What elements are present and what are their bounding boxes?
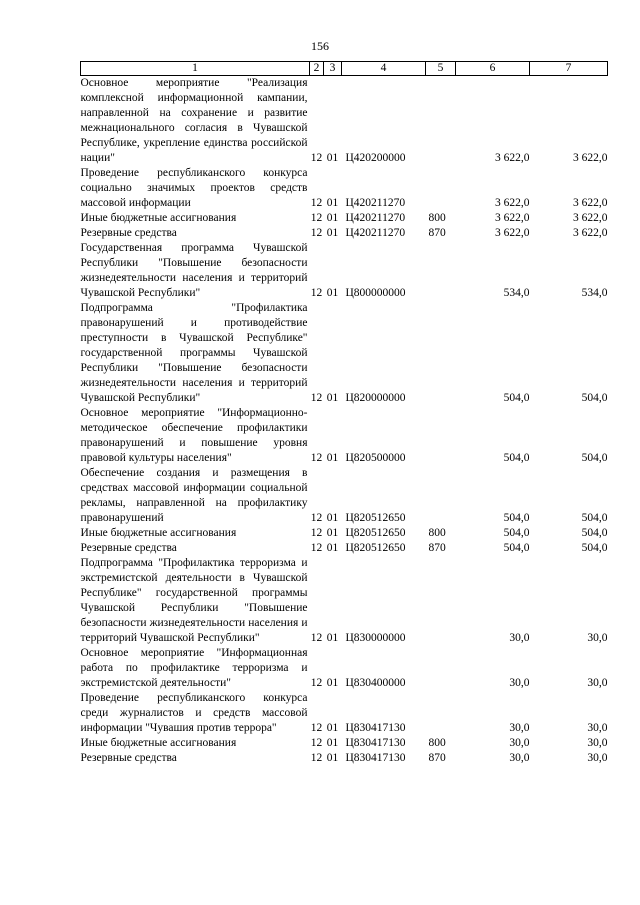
expense-type-cell: 870 [428,542,446,554]
amount-year2-cell: 30,0 [587,737,608,749]
section-cell: 12 [310,722,323,734]
target-article-cell: Ц420211270 [345,197,406,209]
subsection-cell: 01 [326,632,339,644]
amount-year1-cell: 504,0 [503,542,530,554]
amount-year2-cell: 3 622,0 [573,197,608,209]
section-cell: 12 [310,152,323,164]
row-name-cell: Основное мероприятие "Информационная работа по профилактике терроризма и экстремистской деятельности" [80,647,308,689]
subsection-cell: 01 [326,542,339,554]
amount-year2-cell: 504,0 [581,542,608,554]
table-row [81,466,608,526]
amount-year1-cell: 504,0 [503,452,530,464]
table-header-row [81,62,608,76]
section-cell: 12 [310,737,323,749]
target-article-cell: Ц820000000 [345,392,406,404]
expense-type-cell [426,406,456,466]
section-cell: 12 [310,392,323,404]
header-col-4: 4 [342,62,426,76]
table-row [81,751,608,766]
amount-year1-cell: 30,0 [509,737,530,749]
target-article-cell: Ц830417130 [345,752,406,764]
amount-year1-cell: 3 622,0 [495,197,530,209]
expense-type-cell [426,76,456,167]
row-name-cell: Обеспечение создания и размещения в средствах массовой информации социальной рекламы, направленной на профилактику правонарушений [80,467,308,524]
expense-type-cell [426,166,456,211]
expense-type-cell [426,466,456,526]
section-cell: 12 [310,752,323,764]
amount-year2-cell: 30,0 [587,677,608,689]
subsection-cell: 01 [326,452,339,464]
section-cell: 12 [310,452,323,464]
table-row [81,691,608,736]
row-name-cell: Иные бюджетные ассигнования [80,737,237,749]
header-col-5: 5 [426,62,456,76]
expense-type-cell: 870 [428,752,446,764]
amount-year1-cell: 504,0 [503,392,530,404]
amount-year1-cell: 30,0 [509,752,530,764]
row-name-cell: Проведение республиканского конкурса среди журналистов и средств массовой информации "Чувашия против террора" [80,692,308,734]
table-row [81,76,608,167]
table-row [81,406,608,466]
target-article-cell: Ц830417130 [345,737,406,749]
expense-type-cell: 800 [428,737,446,749]
row-name-cell: Подпрограмма "Профилактика терроризма и экстремистской деятельности в Чувашской Республике" государственной программы Чувашской Республики "Повышение безопасности жизнедеятельности населения и территорий Чувашской Республики" [80,557,308,644]
section-cell: 12 [310,512,323,524]
amount-year2-cell: 30,0 [587,752,608,764]
amount-year1-cell: 30,0 [509,722,530,734]
target-article-cell: Ц820500000 [345,452,406,464]
subsection-cell: 01 [326,722,339,734]
subsection-cell: 01 [326,677,339,689]
target-article-cell: Ц820512650 [345,527,406,539]
amount-year2-cell: 504,0 [581,452,608,464]
header-col-3: 3 [324,62,342,76]
page-number: 156 [311,39,329,53]
expense-type-cell: 800 [428,527,446,539]
subsection-cell: 01 [326,752,339,764]
row-name-cell: Основное мероприятие "Реализация комплексной информационной кампании, направленной на сохранение и развитие межнационального согласия в Чувашской Республике, укрепление единства российской нации" [80,77,308,164]
expense-type-cell [426,556,456,646]
table-row [81,166,608,211]
target-article-cell: Ц830417130 [345,722,406,734]
target-article-cell: Ц820512650 [345,542,406,554]
expense-type-cell: 870 [428,227,446,239]
amount-year1-cell: 504,0 [503,512,530,524]
row-name-cell: Иные бюджетные ассигнования [80,212,237,224]
amount-year2-cell: 504,0 [581,527,608,539]
header-col-7: 7 [530,62,608,76]
expense-type-cell: 800 [428,212,446,224]
target-article-cell: Ц420200000 [345,152,406,164]
table-body [81,76,608,767]
section-cell: 12 [310,677,323,689]
target-article-cell: Ц830400000 [345,677,406,689]
header-col-1: 1 [81,62,310,76]
row-name-cell: Резервные средства [80,542,177,554]
amount-year2-cell: 3 622,0 [573,152,608,164]
target-article-cell: Ц820512650 [345,512,406,524]
table-row [81,301,608,406]
section-cell: 12 [310,632,323,644]
header-col-6: 6 [456,62,530,76]
table-row [81,526,608,541]
budget-table [80,61,608,766]
table-row [81,541,608,556]
section-cell: 12 [310,227,323,239]
section-cell: 12 [310,527,323,539]
section-cell: 12 [310,542,323,554]
subsection-cell: 01 [326,152,339,164]
table-row [81,556,608,646]
subsection-cell: 01 [326,212,339,224]
expense-type-cell [426,691,456,736]
expense-type-cell [426,241,456,301]
amount-year2-cell: 504,0 [581,512,608,524]
amount-year2-cell: 3 622,0 [573,212,608,224]
amount-year2-cell: 504,0 [581,392,608,404]
target-article-cell: Ц830000000 [345,632,406,644]
target-article-cell: Ц800000000 [345,287,406,299]
header-col-2: 2 [310,62,324,76]
amount-year2-cell: 30,0 [587,722,608,734]
subsection-cell: 01 [326,737,339,749]
subsection-cell: 01 [326,527,339,539]
amount-year1-cell: 3 622,0 [495,212,530,224]
section-cell: 12 [310,197,323,209]
row-name-cell: Проведение республиканского конкурса социально значимых проектов средств массовой информации [80,167,308,209]
subsection-cell: 01 [326,392,339,404]
amount-year1-cell: 30,0 [509,632,530,644]
table-row [81,736,608,751]
amount-year2-cell: 3 622,0 [573,227,608,239]
row-name-cell: Подпрограмма "Профилактика правонарушений и противодействие преступности в Чувашской Республике" государственной программы Чувашской Республики "Повышение безопасности жизнедеятельности населения и территорий Чувашской Республики" [80,302,308,404]
amount-year2-cell: 30,0 [587,632,608,644]
row-name-cell: Государственная программа Чувашской Республики "Повышение безопасности жизнедеятельности населения и территорий Чувашской Республики" [80,242,308,299]
section-cell: 12 [310,287,323,299]
row-name-cell: Резервные средства [80,227,177,239]
subsection-cell: 01 [326,227,339,239]
subsection-cell: 01 [326,512,339,524]
subsection-cell: 01 [326,287,339,299]
amount-year1-cell: 30,0 [509,677,530,689]
target-article-cell: Ц420211270 [345,227,406,239]
table-row [81,241,608,301]
row-name-cell: Резервные средства [80,752,177,764]
row-name-cell: Основное мероприятие "Информационно-методическое обеспечение профилактики правонарушений и повышение уровня правовой культуры населения" [80,407,308,464]
target-article-cell: Ц420211270 [345,212,406,224]
section-cell: 12 [310,212,323,224]
amount-year2-cell: 534,0 [581,287,608,299]
table-row [81,226,608,241]
row-name-cell: Иные бюджетные ассигнования [80,527,237,539]
amount-year1-cell: 534,0 [503,287,530,299]
amount-year1-cell: 504,0 [503,527,530,539]
amount-year1-cell: 3 622,0 [495,227,530,239]
expense-type-cell [426,301,456,406]
subsection-cell: 01 [326,197,339,209]
expense-type-cell [426,646,456,691]
amount-year1-cell: 3 622,0 [495,152,530,164]
table-row [81,211,608,226]
table-row [81,646,608,691]
